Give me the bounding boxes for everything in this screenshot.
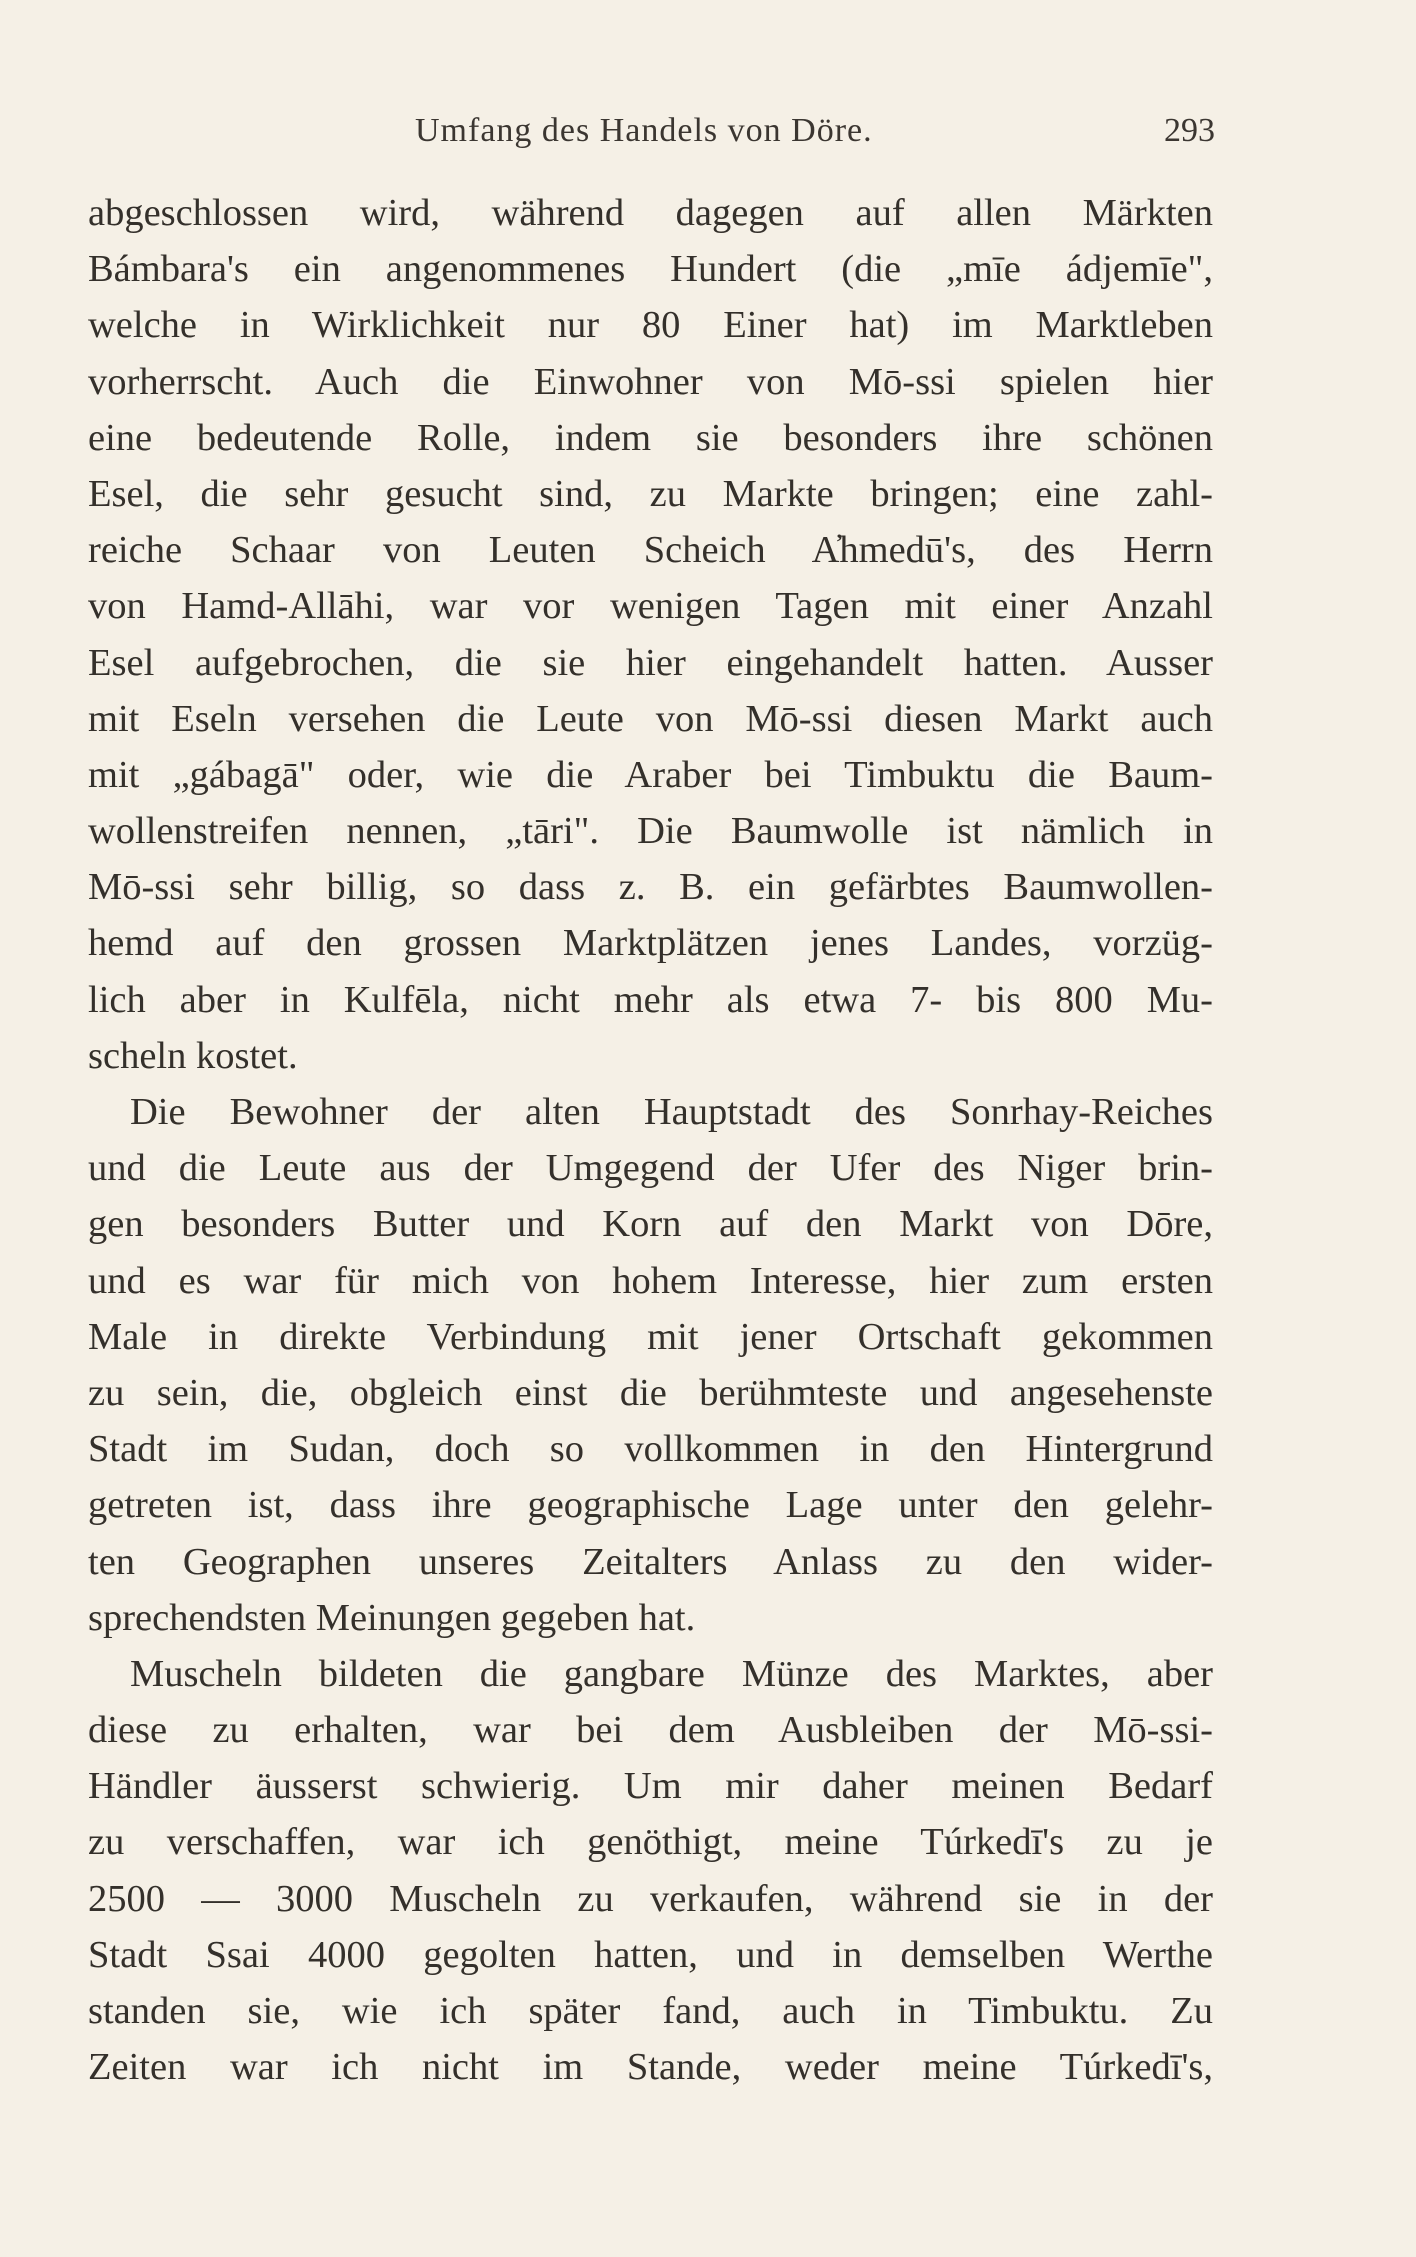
text-line: lich aber in Kulfēla, nicht mehr als etwa 7- bis 800 Mu-	[88, 978, 1213, 1021]
text-line: mit Eseln versehen die Leute von Mō-ssi diesen Markt auch	[88, 697, 1213, 740]
text-line: Esel, die sehr gesucht sind, zu Markte bringen; eine zahl-	[88, 472, 1213, 515]
text-line-paragraph-start: Die Bewohner der alten Hauptstadt des Sonrhay-Reiches	[130, 1091, 1213, 1133]
text-line: zu sein, die, obgleich einst die berühmteste und angesehenste	[88, 1371, 1213, 1414]
text-line: vorherrscht. Auch die Einwohner von Mō-ssi spielen hier	[88, 360, 1213, 403]
text-line: welche in Wirklichkeit nur 80 Einer hat) im Marktleben	[88, 304, 1213, 347]
page-number: 293	[1164, 112, 1215, 149]
text-line: standen sie, wie ich später fand, auch in Timbuktu. Zu	[88, 1990, 1213, 2032]
running-head: Umfang des Handels von Döre.	[415, 112, 873, 149]
text-line: getreten ist, dass ihre geographische Lage unter den gelehr-	[88, 1484, 1213, 1527]
text-line: Stadt im Sudan, doch so vollkommen in den Hintergrund	[88, 1428, 1213, 1471]
text-line: zu verschaffen, war ich genöthigt, meine Túrkedī's zu je	[88, 1821, 1213, 1864]
text-line: Mō-ssi sehr billig, so dass z. B. ein gefärbtes Baumwollen-	[88, 866, 1213, 909]
text-line: Bámbara's ein angenommenes Hundert (die „mīe ádjemīe",	[88, 248, 1213, 291]
text-line: 2500 — 3000 Muscheln zu verkaufen, während sie in der	[88, 1877, 1213, 1920]
body-text	[88, 185, 1213, 2095]
text-line: gen besonders Butter und Korn auf den Markt von Dōre,	[88, 1203, 1213, 1246]
text-line: Stadt Ssai 4000 gegolten hatten, und in demselben Werthe	[88, 1933, 1213, 1976]
text-line: abgeschlossen wird, während dagegen auf allen Märkten	[88, 192, 1213, 234]
text-line-paragraph-start: Muscheln bildeten die gangbare Münze des Marktes, aber	[130, 1652, 1213, 1695]
text-line: reiche Schaar von Leuten Scheich A̓hmedū's, des Herrn	[88, 529, 1213, 572]
text-line: wollenstreifen nennen, „tāri". Die Baumwolle ist nämlich in	[88, 810, 1213, 853]
text-line: diese zu erhalten, war bei dem Ausbleiben der Mō-ssi-	[88, 1709, 1213, 1752]
text-line: hemd auf den grossen Marktplätzen jenes Landes, vorzüg-	[88, 922, 1213, 965]
text-line: scheln kostet.	[88, 1034, 298, 1077]
text-line: sprechendsten Meinungen gegeben hat.	[88, 1596, 696, 1639]
text-line: von Hamd-Allāhi, war vor wenigen Tagen mit einer Anzahl	[88, 585, 1213, 628]
text-line: mit „gábagā" oder, wie die Araber bei Timbuktu die Baum-	[88, 753, 1213, 796]
text-line: und es war für mich von hohem Interesse, hier zum ersten	[88, 1259, 1213, 1302]
text-line: eine bedeutende Rolle, indem sie besonders ihre schönen	[88, 416, 1213, 459]
text-line: ten Geographen unseres Zeitalters Anlass zu den wider-	[88, 1540, 1213, 1583]
text-line: Esel aufgebrochen, die sie hier eingehandelt hatten. Ausser	[88, 641, 1213, 684]
text-line: Zeiten war ich nicht im Stande, weder meine Túrkedī's,	[88, 2046, 1213, 2089]
text-line: Händler äusserst schwierig. Um mir daher meinen Bedarf	[88, 1765, 1213, 1808]
text-line: und die Leute aus der Umgegend der Ufer des Niger brin-	[88, 1147, 1213, 1190]
text-line: Male in direkte Verbindung mit jener Ortschaft gekommen	[88, 1315, 1213, 1358]
page-header	[415, 112, 1215, 162]
